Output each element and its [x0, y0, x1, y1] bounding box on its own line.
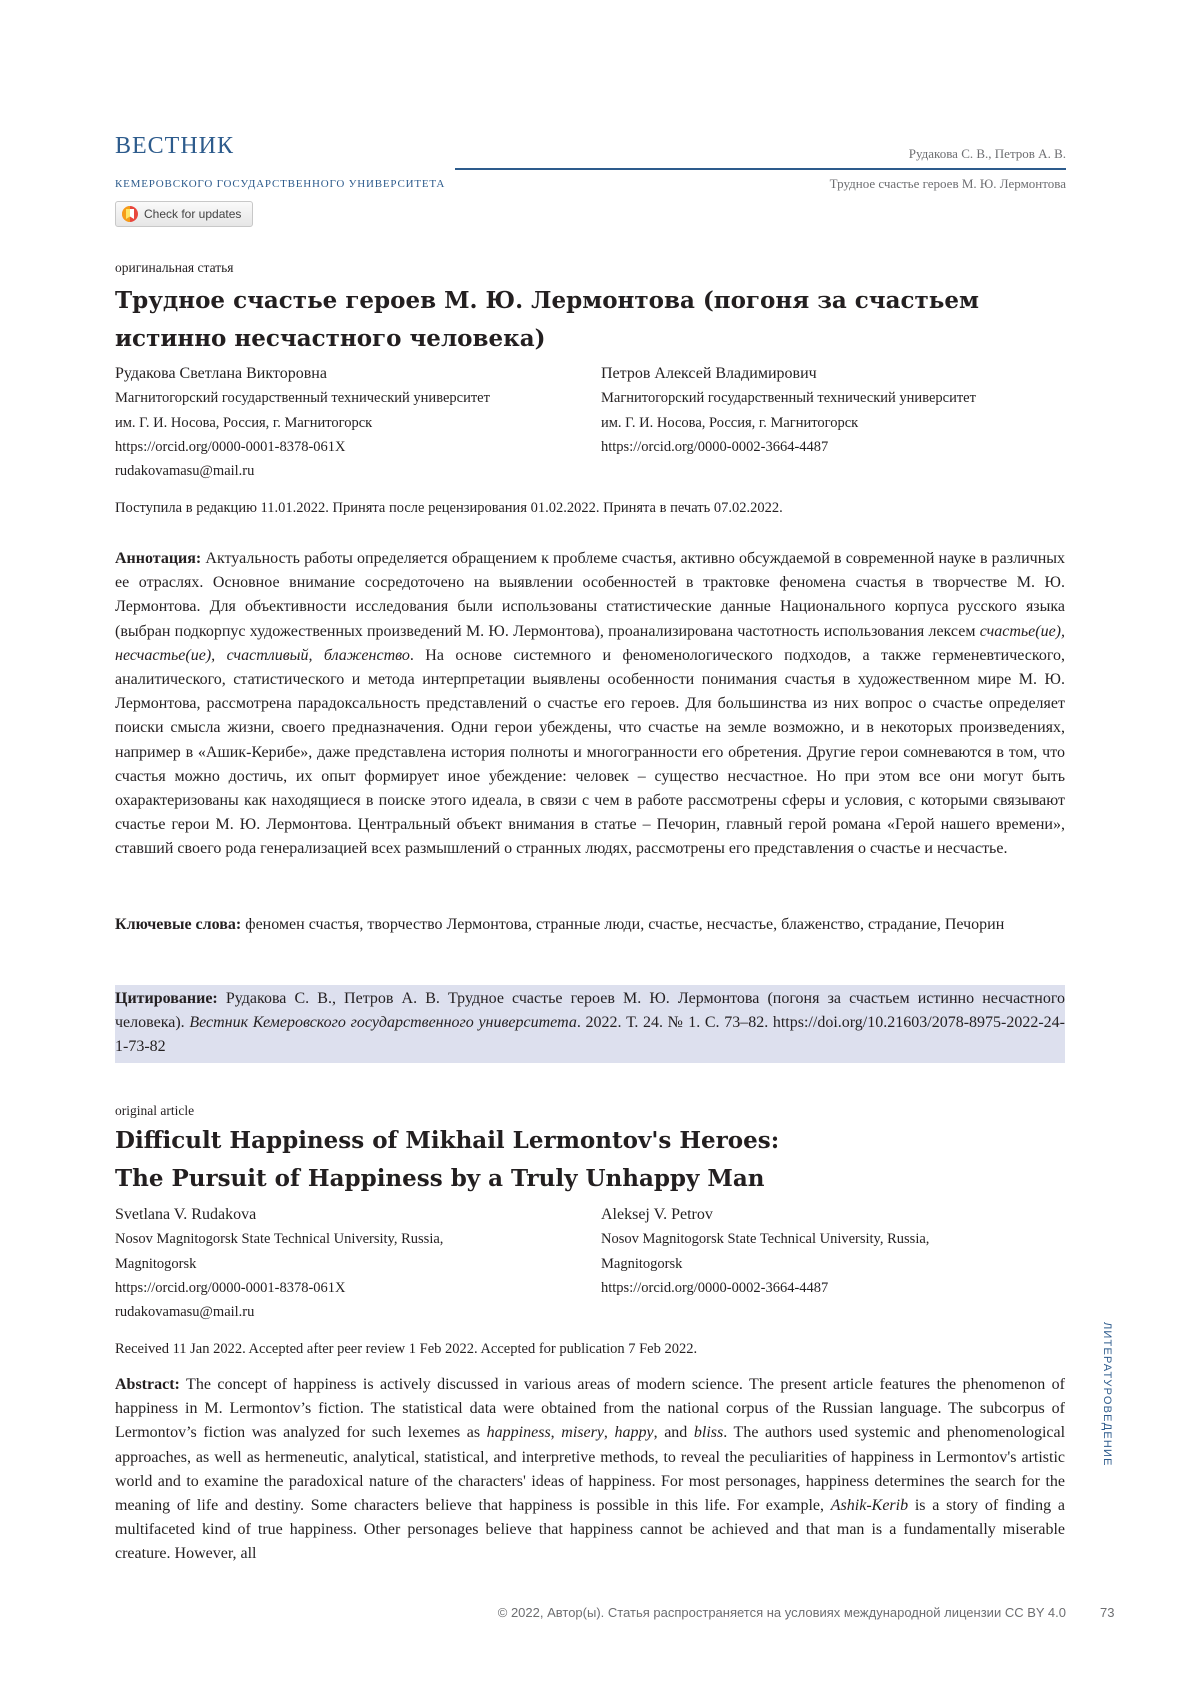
abstract-work-title: Ashik-Kerib	[830, 1497, 909, 1515]
article-title-en	[115, 1122, 1065, 1198]
abstract-separator: , and	[653, 1424, 688, 1442]
author-name: Петров Алексей Владимирович	[601, 365, 817, 382]
author-affiliation: Nosov Magnitogorsk State Technical University, Russia,	[115, 1231, 444, 1248]
abstract-text: . На основе системного и феноменологического подходов, а также герменевтического, аналитического, статистического и метода интерпретации выявлены особенности понимания счастья в художественном мире М. Ю. Лермонтова, рассмотрена парадоксальность представлений о счастье его героев. Для большинства из них вопрос о счастье определяет поиски смысла жизни, своего предназначения. Одни герои убеждены, что счастье на земле возможно, и в некоторых произведениях, например в «Ашик-Керибе», даже представлена история полноты и многогранности его обретения. Другие герои сомневаются в том, что счастья можно достичь, их опыт формирует иное убеждение: человек – существо несчастное. Но при этом все они могут быть охарактеризованы как находящиеся в поиске этого идеала, в связи с чем в работе рассмотрены сферы и условия, с которыми связывают счастье герои М. Ю. Лермонтова. Центральный объект внимания в статье – Печорин, главный герой романа «Герой нашего времени», ставший своего рода генерализацией всех размышлений о странных людях, рассмотрены его представления о счастье и несчастье.	[115, 646, 1065, 858]
author-block-en-2	[601, 1203, 929, 1300]
crossmark-icon	[122, 206, 138, 222]
journal-subtitle: КЕМЕРОВСКОГО ГОСУДАРСТВЕННОГО УНИВЕРСИТЕТА	[115, 178, 446, 190]
article-title-ru	[115, 282, 1065, 358]
author-name: Рудакова Светлана Викторовна	[115, 365, 327, 382]
check-for-updates-button[interactable]	[115, 201, 253, 227]
abstract-text: . The authors used systemic and phenomenological approaches, as well as hermeneutic, analytical, statistical, and interpretive methods, to reveal the peculiarities of happiness in Lermontov's artistic world and to examine the paradoxical nature of the characters' ideas of happiness. For most personages, happiness determines the search for the meaning of life and destiny. Some characters believe that happiness is possible in this life. For example,	[115, 1424, 1066, 1515]
citation-label: Цитирование:	[115, 990, 218, 1007]
author-orcid-link[interactable]: https://orcid.org/0000-0002-3664-4487	[601, 438, 829, 455]
keywords-text: феномен счастья, творчество Лермонтова, странные люди, счастье, несчастье, блаженство, страдание, Печорин	[245, 916, 1005, 933]
author-name: Aleksej V. Petrov	[601, 1206, 713, 1223]
abstract-separator: ,	[550, 1424, 555, 1442]
title-line: Difficult Happiness of Mikhail Lermontov's Heroes:	[115, 1127, 780, 1154]
abstract-text: The concept of happiness is actively discussed in various areas of modern science. The present article features the phenomenon of happiness in M. Lermontov’s fiction. The statistical data were obtained from the national corpus of the Russian language. The subcorpus of Lermontov’s fiction was analyzed for such lexemes as	[115, 1376, 1065, 1442]
received-dates-en: Received 11 Jan 2022. Accepted after peer review 1 Feb 2022. Accepted for publication 7 Feb 2022.	[115, 1341, 698, 1357]
abstract-lexemes: счастье(ие), несчастье(ие), счастливый, блаженство	[115, 622, 1066, 664]
title-line: истинно несчастного человека)	[115, 325, 546, 352]
article-type-en: original article	[115, 1103, 195, 1118]
author-affiliation: им. Г. И. Носова, Россия, г. Магнитогорск	[601, 414, 859, 431]
abstract-en	[115, 1373, 1065, 1567]
header-divider	[455, 168, 1066, 170]
author-affiliation: Magnitogorsk	[601, 1255, 683, 1272]
citation-text: Рудакова С. В., Петров А. В. Трудное счастье героев М. Ю. Лермонтова (погоня за счастьем истинно несчастного человека).	[115, 990, 1066, 1032]
keywords-ru	[115, 913, 1065, 937]
article-type-ru: оригинальная статья	[115, 260, 234, 275]
abstract-lexeme: bliss	[693, 1424, 724, 1442]
section-side-label-text: ЛИТЕРАТУРОВЕДЕНИЕ	[1101, 1322, 1113, 1467]
page-number: 73	[1100, 1605, 1115, 1620]
abstract-text: is a story of finding a multifaceted kind of true happiness. Other personages believe that happiness cannot be achieved and that man is a fundamentally miserable creature. However, all	[115, 1497, 1066, 1563]
abstract-text: Актуальность работы определяется обращением к проблеме счастья, активно обсуждаемой в современной науке в различных ее отраслях. Основное внимание сосредоточено на выявлении особенностей в трактовке феномена счастья в творчестве М. Ю. Лермонтова. Для объективности исследования были использованы статистические данные Национального корпуса русского языка (выбран подкорпус художественных произведений М. Ю. Лермонтова), проанализирована частотность использования лексем	[115, 550, 1066, 640]
citation-doi[interactable]: . 2022. Т. 24. № 1. С. 73–82. https://doi.org/10.21603/2078-8975-2022-24-1-73-82	[115, 1014, 1066, 1056]
author-block-ru-2	[601, 362, 976, 459]
author-orcid-link[interactable]: https://orcid.org/0000-0002-3664-4487	[601, 1279, 829, 1296]
journal-title: ВЕСТНИК	[115, 133, 235, 159]
author-affiliation: Nosov Magnitogorsk State Technical University, Russia,	[601, 1231, 930, 1248]
abstract-separator: ,	[603, 1424, 608, 1442]
author-email-link[interactable]: rudakovamasu@mail.ru	[115, 463, 255, 480]
title-line: The Pursuit of Happiness by a Truly Unhappy Man	[115, 1165, 765, 1192]
author-affiliation: им. Г. И. Носова, Россия, г. Магнитогорск	[115, 414, 373, 431]
abstract-lexeme: happy	[614, 1424, 654, 1442]
check-for-updates-label: Check for updates	[144, 207, 242, 221]
citation-ru	[115, 987, 1065, 1060]
license-footer: © 2022, Автор(ы). Статья распространяется на условиях международной лицензии CC BY 4.0	[497, 1605, 1066, 1620]
author-block-ru-1	[115, 362, 490, 483]
author-affiliation: Магнитогорский государственный технический университет	[115, 390, 490, 407]
citation-journal: Вестник Кемеровского государственного университета	[189, 1014, 577, 1032]
keywords-label: Ключевые слова:	[115, 916, 242, 933]
author-affiliation: Magnitogorsk	[115, 1255, 197, 1272]
received-dates-ru: Поступила в редакцию 11.01.2022. Принята после рецензирования 01.02.2022. Принята в печать 07.02.2022.	[115, 500, 783, 516]
abstract-label: Аннотация:	[115, 550, 202, 567]
author-name: Svetlana V. Rudakova	[115, 1206, 257, 1223]
author-orcid-link[interactable]: https://orcid.org/0000-0001-8378-061X	[115, 438, 346, 455]
author-block-en-1	[115, 1203, 443, 1324]
author-affiliation: Магнитогорский государственный технический университет	[601, 390, 976, 407]
abstract-lexeme: happiness	[486, 1424, 551, 1442]
abstract-ru	[115, 547, 1065, 862]
running-authors: Рудакова С. В., Петров А. В.	[908, 146, 1066, 161]
title-line: Трудное счастье героев М. Ю. Лермонтова (погоня за счастьем	[115, 287, 980, 314]
author-orcid-link[interactable]: https://orcid.org/0000-0001-8378-061X	[115, 1279, 346, 1296]
author-email-link[interactable]: rudakovamasu@mail.ru	[115, 1304, 255, 1321]
abstract-label: Abstract:	[115, 1376, 180, 1393]
abstract-lexeme: misery	[561, 1424, 604, 1442]
running-title: Трудное счастье героев М. Ю. Лермонтова	[829, 176, 1066, 191]
